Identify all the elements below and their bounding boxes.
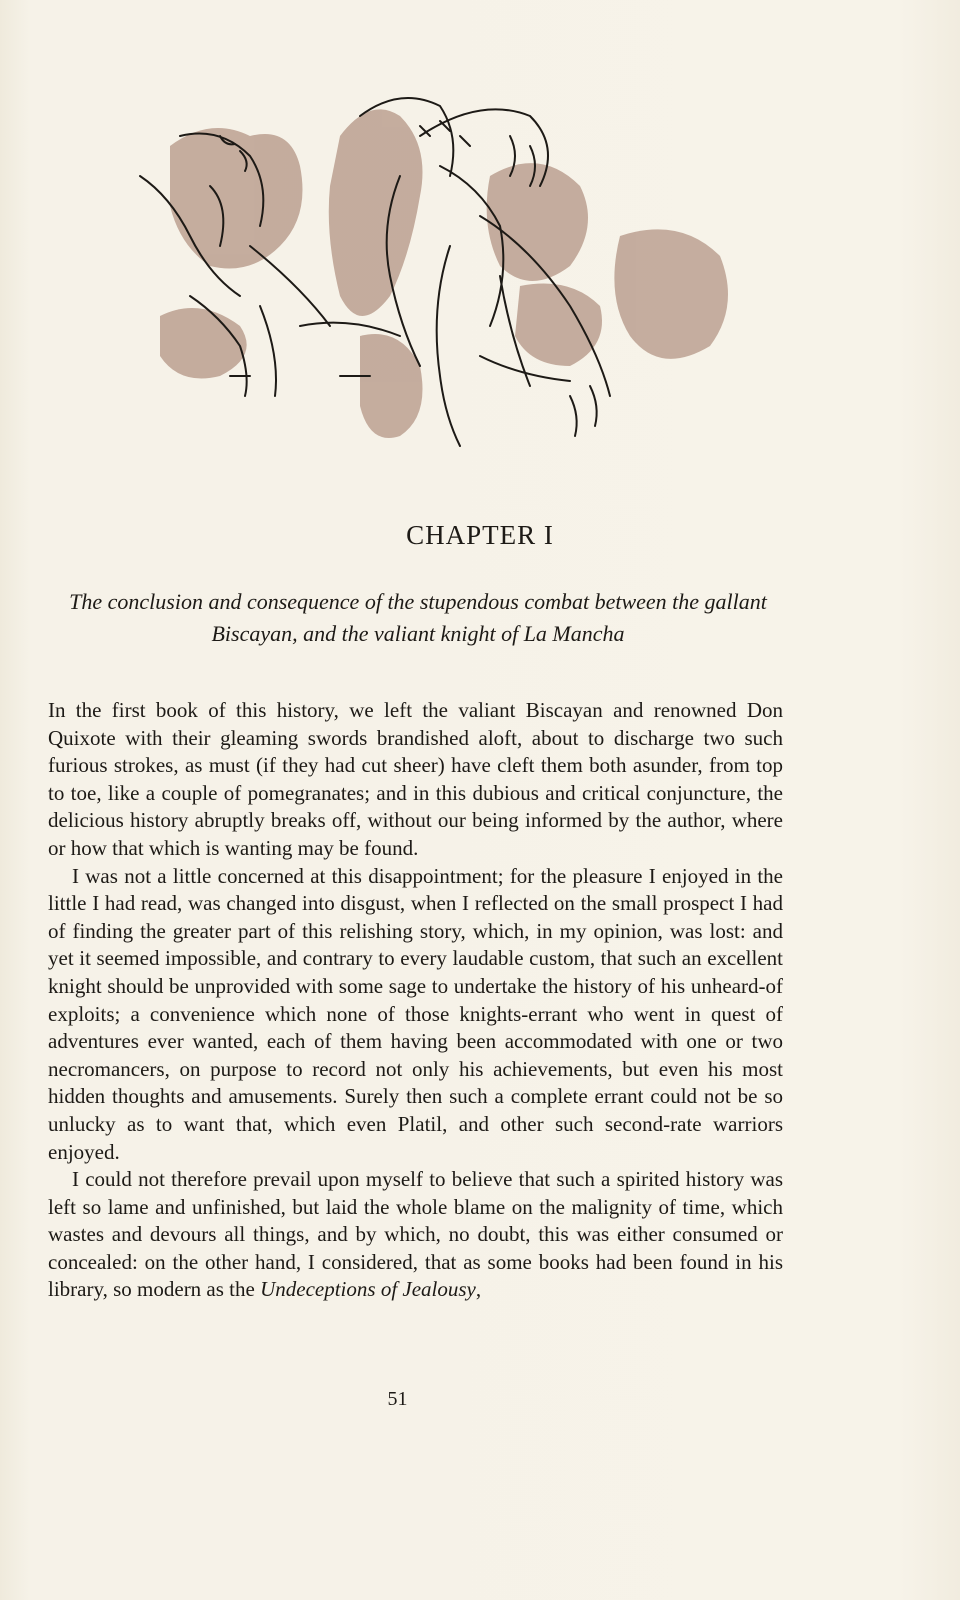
chapter-body [48,697,783,1304]
book-title-italic: Undeceptions of Jealousy [260,1277,476,1302]
page-number: 51 [387,1388,408,1410]
paragraph-text: I could not therefore prevail upon myself to believe that such a spirited history was left so lame and unfinished, but laid the whole blame on the malignity of time, which wastes and devours all things, and by which, no doubt, this was either consumed or concealed: on the other hand, I considered, that as some books had been found in his library, so modern as the [48,1167,783,1302]
chapter-summary: The conclusion and consequence of the stupendous combat between the gallant Biscayan, and the valiant knight of La Mancha [69,589,767,646]
paragraph: I was not a little concerned at this disappointment; for the pleasure I enjoyed in the little I had read, was changed into disgust, when I reflected on the small prospect I had of finding the greater part of this relishing story, which, in my opinion, was lost: and yet it seemed impossible, and contrary to every laudable custom, that such an excellent knight should be unprovided with some sage to undertake the history of his unheard-of exploits; a convenience which none of those knights-errant who went in quest of adventures ever wanted, each of them having been accommodated with one or two necromancers, on purpose to record not only his achievements, but even his most hidden thoughts and amusements. Surely then such a complete errant could not be so unlucky as to want that, which even Platil, and other such second-rate warriors enjoyed. [48,863,783,1164]
chapter-title: CHAPTER I [406,520,554,550]
paragraph [48,1166,783,1304]
chapter-illustration [100,76,770,476]
paragraph: In the first book of this history, we left the valiant Biscayan and renowned Don Quixote with their gleaming swords brandished aloft, about to discharge two such furious strokes, as must (if they had cut sheer) have cleft them both asunder, from top to toe, like a couple of pomegranates; and in this dubious and critical conjuncture, the delicious history abruptly breaks off, without our being informed by the author, where or how that which is wanting may be found. [48,698,783,860]
paragraph-text-end: , [475,1277,482,1302]
